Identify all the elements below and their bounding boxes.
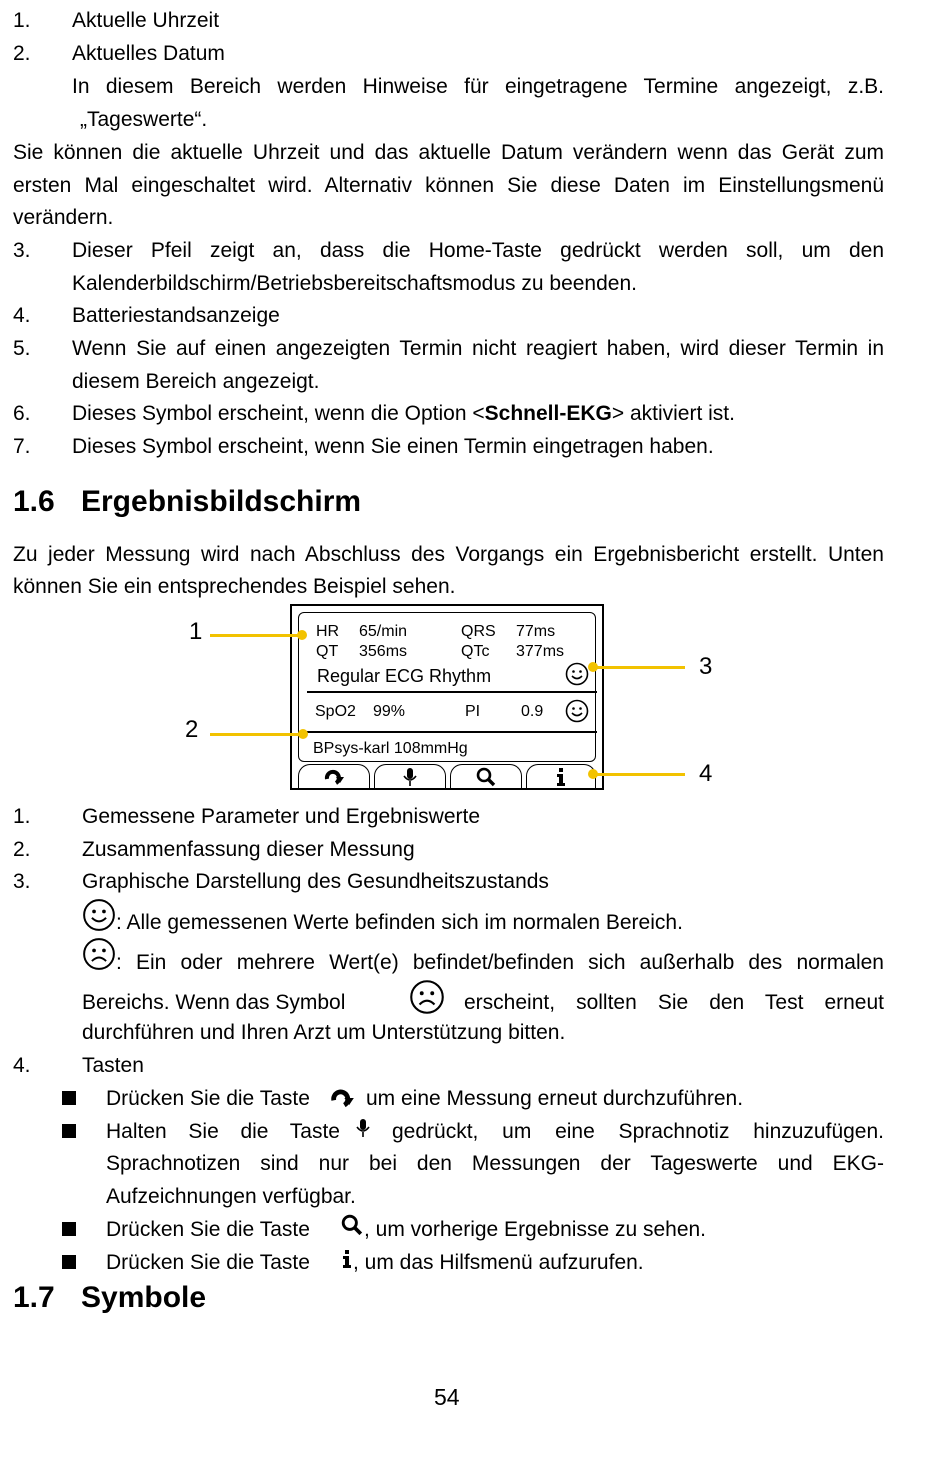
callout-line [210, 733, 302, 736]
list-item: Batteriestandsanzeige [72, 304, 280, 327]
pi-label: PI [465, 703, 481, 720]
callout-number: 4 [699, 760, 713, 787]
callout-line [210, 634, 300, 637]
list-item: Tasten [82, 1054, 144, 1077]
list-item: Wenn Sie auf einen angezeigten Termin nicht reagiert haben, wird dieser Termin in [72, 337, 884, 360]
paragraph: Sie können die aktuelle Uhrzeit und das aktuelle Datum verändern wenn das Gerät zum [13, 141, 884, 164]
callout-dot [298, 729, 308, 739]
item-text: > aktiviert ist. [611, 402, 735, 425]
rhythm-summary: Regular ECG Rhythm [317, 666, 492, 686]
section-heading [13, 484, 361, 520]
list-item: Gemessene Parameter und Ergebniswerte [82, 805, 481, 828]
list-number: 2. [13, 42, 31, 65]
bullet-square [62, 1091, 76, 1105]
soft-key-row [298, 764, 596, 788]
list-item-text: durchführen und Ihren Arzt um Unterstützung bitten. [82, 1021, 566, 1044]
list-item: Zusammenfassung dieser Messung [82, 838, 415, 861]
section-number: 1.7 [13, 1281, 55, 1314]
list-number: 3. [13, 870, 31, 893]
list-number: 1. [13, 805, 31, 828]
bullet-text: , um das Hilfsmenü aufzurufen. [353, 1251, 644, 1274]
bullet-text: um eine Messung erneut durchzuführen. [366, 1087, 744, 1110]
smiley-sad-icon [409, 979, 445, 1015]
list-item-text: erscheint, sollten Sie den Test erneut [464, 991, 884, 1014]
list-item-text: In diesem Bereich werden Hinweise für eingetragene Termine angezeigt, z.B. [72, 75, 884, 98]
list-item-text: „Tageswerte“. [80, 108, 208, 131]
device-result-screen [290, 604, 604, 790]
section-number: 1.6 [13, 485, 55, 518]
callout-line [592, 773, 685, 776]
paragraph: können Sie ein entsprechendes Beispiel sehen. [13, 575, 456, 598]
smiley-happy-icon [565, 662, 589, 686]
magnifier-icon [476, 767, 496, 787]
list-number: 2. [13, 838, 31, 861]
microphone-icon [355, 1117, 371, 1139]
callout-dot [297, 630, 307, 640]
bullet-text: Sprachnotizen sind nur bei den Messungen der Tageswerte und EKG- [106, 1152, 884, 1175]
smiley-happy-icon [565, 699, 589, 723]
divider [307, 731, 597, 733]
spo2-value: 99% [373, 703, 406, 720]
magnifier-icon [341, 1214, 363, 1236]
voice-memo-button[interactable] [374, 764, 446, 788]
list-item-text: Kalenderbildschirm/Betriebsbereitschaftsmodus zu beenden. [72, 272, 637, 295]
info-icon [555, 768, 567, 786]
callout-number: 3 [699, 653, 713, 680]
list-item: Aktuelles Datum [72, 42, 225, 65]
list-item-text: : Ein oder mehrere Wert(e) befindet/befinden sich außerhalb des normalen [116, 951, 884, 974]
divider [307, 691, 597, 693]
redo-icon [323, 768, 345, 786]
list-item: Aktuelle Uhrzeit [72, 9, 220, 32]
section-title: Symbole [81, 1281, 207, 1314]
qtc-label: QTc [461, 643, 490, 660]
section-heading [13, 1280, 206, 1316]
list-item-text: : Alle gemessenen Werte befinden sich im normalen Bereich. [116, 911, 683, 934]
spo2-label: SpO2 [315, 703, 356, 720]
redo-button[interactable] [298, 764, 370, 788]
list-item: Graphische Darstellung des Gesundheitszustands [82, 870, 549, 893]
callout-number: 1 [189, 618, 203, 645]
microphone-icon [402, 767, 418, 787]
smiley-happy-icon [82, 898, 116, 932]
bullet-text: Aufzeichnungen verfügbar. [106, 1185, 356, 1208]
list-number: 1. [13, 9, 31, 32]
help-button[interactable] [526, 764, 596, 788]
list-item-text: diesem Bereich angezeigt. [72, 370, 320, 393]
list-number: 3. [13, 239, 31, 262]
bullet-text: Drücken Sie die Taste [106, 1218, 310, 1241]
qt-label: QT [316, 643, 339, 660]
qrs-value: 77ms [516, 623, 556, 640]
info-icon [341, 1249, 353, 1269]
list-number: 6. [13, 402, 31, 425]
section-title: Ergebnisbildschirm [81, 485, 362, 518]
bullet-square [62, 1255, 76, 1269]
list-number: 5. [13, 337, 31, 360]
hr-value: 65/min [359, 623, 408, 640]
result-panel [298, 612, 596, 762]
bullet-text: Halten Sie die Taste [106, 1120, 340, 1143]
callout-line [592, 666, 685, 669]
list-item-text: Bereichs. Wenn das Symbol [82, 991, 346, 1014]
bullet-square [62, 1222, 76, 1236]
item-text: Dieses Symbol erscheint, wenn die Option < [72, 402, 485, 425]
bp-summary: BPsys-karl 108mmHg [313, 740, 468, 757]
bullet-text: Drücken Sie die Taste [106, 1251, 310, 1274]
list-number: 4. [13, 304, 31, 327]
list-item [72, 402, 735, 426]
option-name: Schnell-EKG [484, 402, 612, 425]
list-number: 7. [13, 435, 31, 458]
callout-number: 2 [185, 716, 199, 743]
bullet-text: gedrückt, um eine Sprachnotiz hinzuzufügen. [392, 1120, 884, 1143]
qrs-label: QRS [461, 623, 496, 640]
list-number: 4. [13, 1054, 31, 1077]
paragraph: verändern. [13, 206, 114, 229]
qtc-value: 377ms [516, 643, 565, 660]
bullet-text: , um vorherige Ergebnisse zu sehen. [364, 1218, 707, 1241]
paragraph: Zu jeder Messung wird nach Abschluss des Vorgangs ein Ergebnisbericht erstellt. Unten [13, 543, 884, 566]
paragraph: ersten Mal eingeschaltet wird. Alternativ können Sie diese Daten im Einstellungsmenü [13, 174, 884, 197]
list-item: Dieser Pfeil zeigt an, dass die Home-Taste gedrückt werden soll, um den [72, 239, 884, 262]
bullet-text: Drücken Sie die Taste [106, 1087, 310, 1110]
list-item: Dieses Symbol erscheint, wenn Sie einen Termin eingetragen haben. [72, 435, 714, 458]
bullet-square [62, 1124, 76, 1138]
hr-label: HR [316, 623, 340, 640]
smiley-sad-icon [82, 937, 116, 971]
redo-icon [329, 1087, 355, 1109]
qt-value: 356ms [359, 643, 408, 660]
history-button[interactable] [450, 764, 522, 788]
pi-value: 0.9 [521, 703, 544, 720]
page-number: 54 [434, 1384, 460, 1410]
